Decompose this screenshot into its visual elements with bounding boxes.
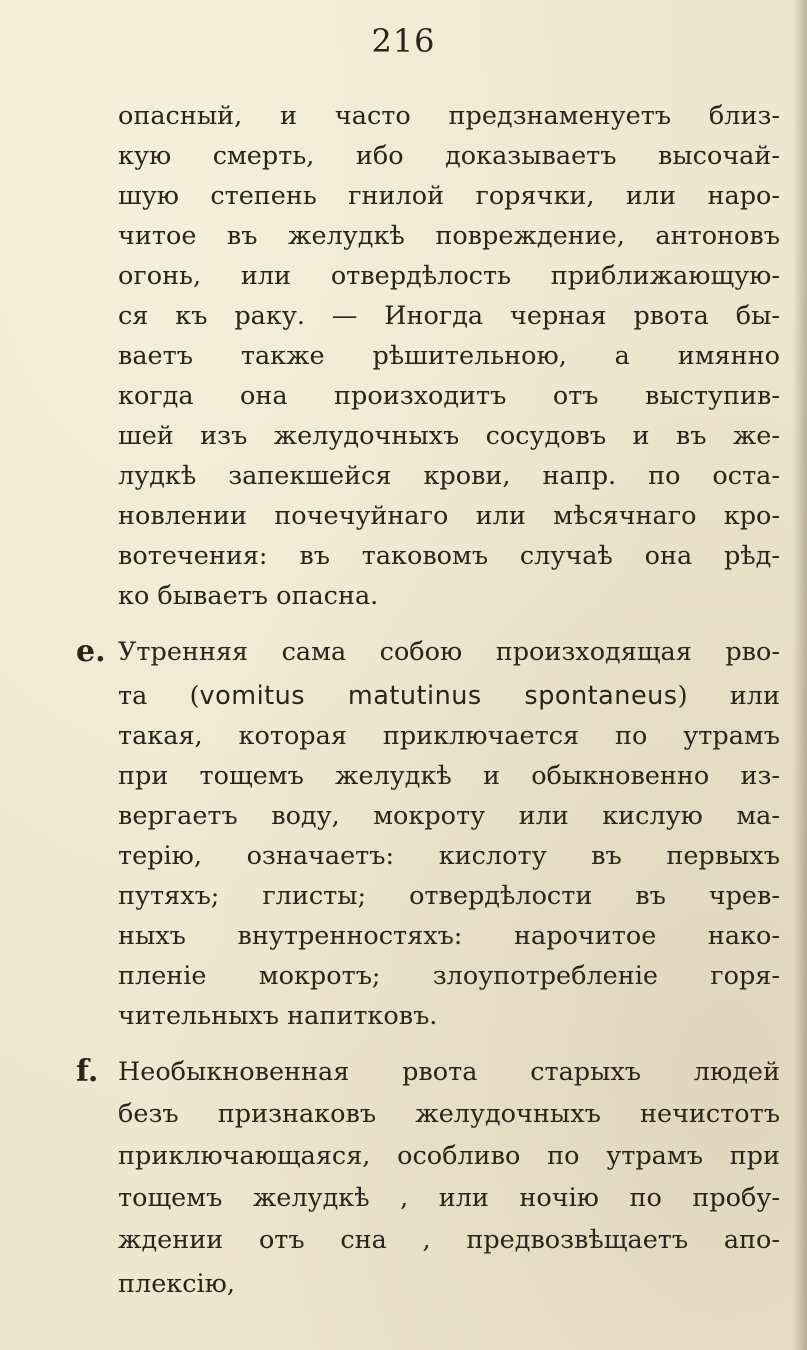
- text-line: вотечения: въ таковомъ случаѣ она рѣд-: [118, 541, 780, 571]
- text-line: путяхъ; глисты; отвердѣлости въ чрев-: [118, 881, 780, 911]
- section-marker-e: e.: [76, 634, 106, 669]
- text-line-with-latin: [118, 676, 780, 716]
- text-line: кую смерть, ибо доказываетъ высочай-: [118, 141, 780, 171]
- text-line: Необыкновенная рвота старыхъ людей: [118, 1057, 780, 1087]
- text-line: вергаетъ воду, мокроту или кислую ма-: [118, 801, 780, 831]
- text-fragment: та (: [118, 681, 200, 711]
- text-line: ваетъ также рѣшительною, а имянно: [118, 341, 780, 371]
- text-line: чительныхъ напитковъ.: [118, 1001, 438, 1031]
- text-line: опасный, и часто предзнаменуетъ близ-: [118, 101, 780, 131]
- text-line: новлении почечуйнаго или мѣсячнаго кро-: [118, 501, 780, 531]
- text-line: плексію,: [118, 1269, 235, 1299]
- text-line: ся къ раку. — Иногда черная рвота бы-: [118, 301, 780, 331]
- text-line: Утренняя сама собою произходящая рво-: [118, 637, 780, 667]
- text-line: ждении отъ сна , предвозвѣщаетъ апо-: [118, 1225, 780, 1255]
- text-line: шей изъ желудочныхъ сосудовъ и въ же-: [118, 421, 780, 451]
- text-line: такая, которая приключается по утрамъ: [118, 721, 780, 751]
- text-line: ко бываетъ опасна.: [118, 581, 379, 611]
- text-fragment: ) или: [677, 681, 780, 711]
- text-line: шую степень гнилой горячки, или наро-: [118, 181, 780, 211]
- text-line: когда она произходитъ отъ выступив-: [118, 381, 780, 411]
- text-line: тощемъ желудкѣ , или ночію по пробу-: [118, 1183, 780, 1213]
- text-line: огонь, или отвердѣлость приближающую-: [118, 261, 780, 291]
- text-line: читое въ желудкѣ повреждение, антоновъ: [118, 221, 780, 251]
- text-line: приключающаяся, особливо по утрамъ при: [118, 1141, 780, 1171]
- text-line: лудкѣ запекшейся крови, напр. по оста-: [118, 461, 780, 491]
- text-line: пленіе мокротъ; злоупотребленіе горя-: [118, 961, 780, 991]
- text-line: при тощемъ желудкѣ и обыкновенно из-: [118, 761, 780, 791]
- text-line: безъ признаковъ желудочныхъ нечистотъ: [118, 1099, 780, 1129]
- text-line: терію, означаетъ: кислоту въ первыхъ: [118, 841, 780, 871]
- page-number: 216: [371, 22, 436, 60]
- section-marker-f: f.: [76, 1054, 99, 1089]
- latin-term: vomitus matutinus spontaneus: [199, 681, 678, 711]
- text-line: ныхъ внутренностяхъ: нарочитое нако-: [118, 921, 780, 951]
- page-edge-shadow: [793, 0, 807, 1350]
